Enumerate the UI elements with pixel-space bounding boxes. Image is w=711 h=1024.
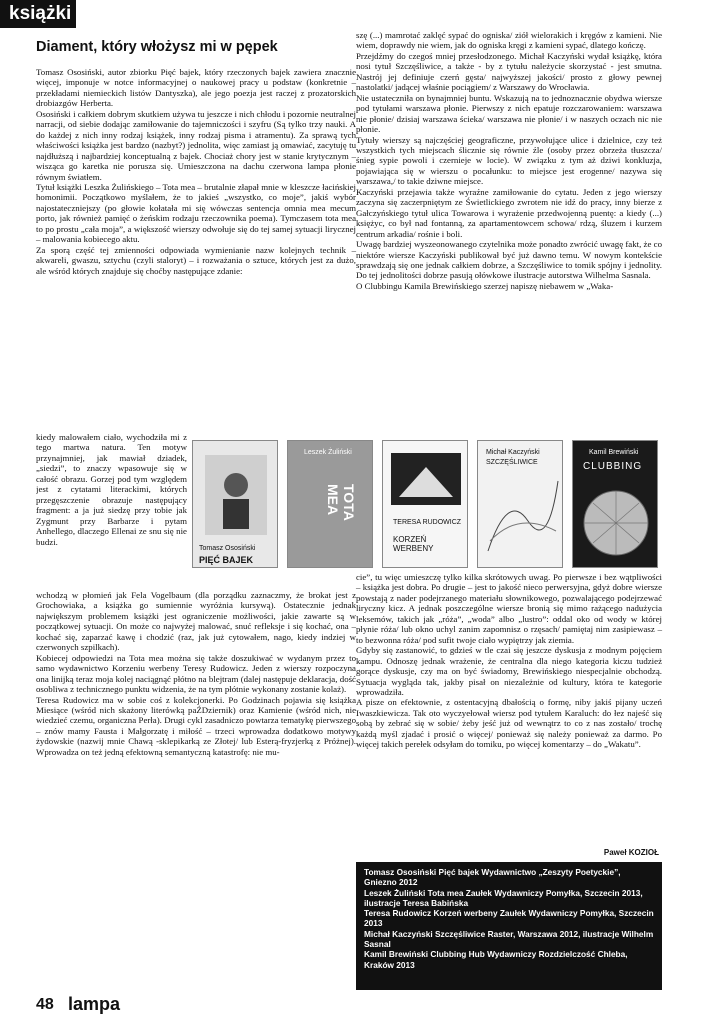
paragraph: cie”, tu więc umieszczę tylko kilka skrótowych uwag. Po pierwsze i bez wątpliwości – książka jest dobra. Po drugie – jest to jakość nieco perwersyjna, gdyż dobre wiersze powstają z nader podejrzanego materiału słownikowego, pozwalającego podejrzewać liryczny kicz. A jednak poszczególne wiersze bronią się mimo rażącego nadużycia leksemów, takich jak „róża”, „woda” albo „lustro”: oddal oko od wody w której płynie róża/ lub okno uchyl zanim zapomnisz o rzęsach/ pamiętaj nim zasipiewasz – to bezwonna róża/ pod sufit twoje ciało wypiętrzy jak ziemia. — [356, 572, 662, 645]
paragraph: Ososiński i całkiem dobrym skutkiem używa tu jeszcze i nich chłodu i pozornie neutralnej narracji, od siebie dodając zamiłowanie do tajemniczości i szyfru (Są tylko trzy nauki. A do każdej z nich inny rodzaj książek, inny rodzaj pisma i atramentu). Za sprawą tych właściwości książka jest bardzo (nazbyt?) jednolita, więc zamiast ją omawiać, zacytuję tu najdłuższą i najbardziej konceptualną z bajek. Chociaż chory jest w stanie krytycznym – wisząca go karetka nie porusza się. Umieszczona na dachu czerwona lampa płonie równym światłem. — [36, 108, 357, 182]
bibliography-entry: Kamil Brewiński Clubbing Hub Wydawniczy Rozdzielczość Chleba, Kraków 2013 — [364, 949, 628, 970]
paragraph: Kobiecej odpowiedzi na Tota mea można się także doszukiwać w wydanym przez to samo wydawnictwo Korzeniu werbeny Teresy Rudowicz. Jeden z wierszy rozpoczyna ona linijką teraz moja kolej naciągnąć płótno na blejtram (dalej następuje deklaracja, dość osobliwa z technicznego punktu widzenia, że na tym płótnie wykonany zostanie kolaż). — [36, 652, 356, 695]
cover-author: Leszek Żuliński — [304, 449, 352, 456]
paragraph: Gdyby się zastanowić, to gdzieś w tle czai się jeszcze dyskusja z modnym pojęciem kampu. Odnoszę jednak wrażenie, że centralna dla niego kategoria kiczu tudzież gorące dyskusje, czy ma on być świadomy, Brewińskiego niespecjalnie obchodzą. Sytuacja wygląda tak, jakby pisał on niezależnie od kultury, która te kategorie wprowadziła. — [356, 645, 662, 697]
paragraph: Uwagę bardziej wyszeonowanego czytelnika może ponadto zwrócić uwagę fakt, że co niektóre wiersze Kaczyński publikował być już dawno temu. W nowym kontekście sprawdzają się one jednak całkiem dobrze, a Szczęśliwice to tomik spójny i jednolity. Do tej jednolitości dobrze pasują ołówkowe ilustracje autorstwa Wilhelma Sasnala. — [356, 239, 662, 281]
cover-photo-icon — [193, 445, 278, 545]
section-label: książki — [0, 0, 76, 28]
bibliography-entry: Tomasz Ososiński Pięć bajek Wydawnictwo „Zeszyty Poetyckie”, Gniezno 2012 — [364, 867, 621, 888]
article-title: Diament, który włożysz mi w pępek — [36, 39, 278, 55]
paragraph: Za sporą część tej zmienności odpowiada wymienianie nazw kolejnych technik – akwareli, gwaszu, sztychu (czyli staloryt) – i rozważania o sztuce, których jest za dużo, ale wśród których znajduje się choćby następujące zdanie: — [36, 244, 356, 276]
left-column-bottom — [36, 590, 356, 757]
cover-korzen-werbeny — [382, 440, 468, 568]
cover-author: Kamil Brewiński — [589, 449, 639, 456]
paragraph: Przejdźmy do czegoś mniej przesłodzonego. Michał Kaczyński wydał książkę, która nosi tytuł Szczęśliwice, a także - by z tytułu należycie skorzystać - jest smutna. Nastrój jej definiuje czerń gęsta/ najwyższej jakości/ prosto z głowy pewnej nastolatki/ jadącej właśnie pociągiem/ z Warszawy do Wrocławia. — [356, 50, 662, 93]
right-column-bottom — [356, 572, 662, 750]
cover-title: TOTA MEA — [325, 484, 357, 521]
magazine-logo: lampa — [68, 994, 121, 1014]
cover-title: KORZEŃ WERBENY — [393, 535, 434, 553]
cover-clubbing — [572, 440, 658, 568]
cover-author: TERESA RUDOWICZ — [393, 519, 462, 526]
paragraph: Teresa Rudowicz ma w sobie coś z kolekcjonerki. Po Godzinach pojawia się książka Miesiące (wśród nich skażony literówką paŹDziernik) oraz Kamienie (wśród nich, nie wiedzieć czemu, organiczna Perła). Drugi cykl zasadniczo powtarza tematykę pierwszego – znów mamy Fausta i Małgorzatę i miłość – trzeci wprowadza dodatkowo motywy żydowskie (nazwij mnie Chawą -sklepikarką ze Złotej/ lub Esterą-fryzjerką z Próżnej). Wprowadza on też jedną efektowną semantyczną katastrofę: nie mu- — [36, 694, 356, 757]
paragraph: O Clubbingu Kamila Brewińskiego szerzej napiszę niebawem w „Waka- — [356, 280, 614, 291]
left-column-top — [36, 67, 356, 276]
paragraph: A pisze on efektownie, z ostentacyjną dbałością o formę, niby jakiś pijany uczeń Iwaszkiewicza. Tak oto wyczyełował wiersz pod tytułem Karaluch: do łez najeść się sobą by zebrać się w sobie/ żeby jeść już od wewnątrz to co z nas zostało/ trochę każdą myśl zjadać i prosić o więcej/ ponieważ się należy ponieważ za darmo. Po więcej takich perełek odsyłam do tomiku, po więcej komentarzy – do „Wakatu”. — [356, 697, 662, 750]
paragraph: Nie ustateczniła on bynajmniej buntu. Wskazują na to jednoznacznie obydwa wiersze pod tytułami warszawa płonie. Pierwszy z nich epatuje rozczarowaniem: warszawa nie płonie/ dzisiaj warszawa ścieka/ warszawa nie płonie/ i w naszych oczach nic nie płonie. — [356, 92, 662, 135]
bibliography-entry: Michał Kaczyński Szczęśliwice Raster, Warszawa 2012, ilustracje Wilhelm Sasnal — [364, 928, 654, 950]
paragraph: Tomasz Ososiński, autor zbiorku Pięć bajek, który rzeczonych bajek zawiera znacznie więcej, imponuje w notce informacyjnej o naukowej pracy u podstaw (konkretnie – przekładami niemieckich listów Dantyszka), ale jego poezja jest raczej z prozatorskich drobiazgów Herberta. — [36, 67, 356, 109]
paragraph: Tytuł książki Leszka Żulińskiego – Tota mea – brutalnie złapał mnie w kleszcze łacińskiej homonimii. Początkowo myślałem, że to jakieś „wszystko, co moje”, jakiś wybór najostateczniejszy (po głowie kołatała mi się wówczas sentencja omnia mea mecum porto, jak również pamięć o żeńskim rodzaju rzeczownika poema). Tymczasem tota mea to po prostu „cała moja”, a większość wierszy odwołuje się do tej samej sytuacji lirycznej – malowania kobiecego aktu. — [36, 181, 356, 245]
cover-piec-bajek — [192, 440, 278, 568]
cover-tota-mea — [287, 440, 373, 568]
cover-title: SZCZĘŚLIWICE — [486, 459, 538, 466]
cover-drawing-icon — [478, 471, 563, 561]
bibliography-entry: Teresa Rudowicz Korzeń werbeny Zaułek Wydawniczy Pomyłka, Szczecin 2013 — [364, 908, 654, 929]
page-number: 48 — [36, 996, 54, 1013]
paragraph: Tytuły wierszy są najczęściej geograficzne, przywołujące ulice i dzielnice, czy też wszystkich tych miejscach ślicznie się równie źle (osoby przez obrzeża tłuszcza/ śnieg sypie powoli i czernieje w locie). W związku z tym aż dziwi konkluzja, pojawiająca się w wierszu o pocałunku: to miejsce jest erogenne/ nazywa się warszawa,/ to takie dziwne miejsce. — [356, 134, 662, 187]
paragraph: szę (...) mamrotać zaklęć sypać do ogniska/ ziół wielorakich i kręgów z kamieni. Nie wiem, doprawdy nie wiem, jak do ogniska kręgi z kamieni sypać, dlatego kończę. — [356, 30, 662, 51]
cover-author: Michał Kaczyński — [486, 449, 540, 456]
bibliography-entry: Leszek Żuliński Tota mea Zaułek Wydawniczy Pomyłka, Szczecin 2013, ilustracje Teresa Babińska — [364, 887, 643, 908]
author-signature: Paweł KOZIOŁ — [603, 848, 659, 857]
cover-title: PIĘĆ BAJEK — [199, 555, 254, 565]
cover-image-icon — [383, 447, 468, 517]
paragraph: Kaczyński przejawia także wyraźne zamiłowanie do cytatu. Jeden z jego wierszy zaczyna się zaczerpniętym ze Świetlickiego zwrotem nie idź do pracy, inny bierze z Gałczyńskiego tytuł ulica Towarowa i wyrażenie przedwojenną puentę: a kiedy (...) księżyc, co był nad fontanną, za apartamentowcem schowa/ rdzą, śluzem i kurzem centrum arkadia/ rośnie i boli. — [356, 186, 662, 239]
right-column-top — [356, 30, 662, 291]
disco-ball-icon — [573, 483, 658, 563]
bibliography-box — [356, 862, 662, 990]
book-covers — [192, 430, 666, 580]
wrapped-text: kiedy malowałem ciało, wychodziła mi z tego martwa natura. Ten motyw przynajmniej, jak mawiał dziadek, „siedzi”, to znaczy wpasowuje się w całość obrazu. Gorzej pod tym względem jest z cytatami literackimi, których przegęszczenie obrazuje następujący fragment: a ja już siedzę przy tobie jak Zygmunt przy Barbarze i pytam Anhellego, dlaczego Ellenai ze snu się nie budzi. — [36, 432, 187, 547]
cover-szczesliwice — [477, 440, 563, 568]
cover-title: CLUBBING — [583, 461, 643, 472]
cover-author: Tomasz Ososiński — [199, 545, 256, 552]
paragraph: wchodzą w płomień jak Fela Vogelbaum (dla porządku zaznaczmy, że brokat jest z Grochowiaka, a książka go sumiennie wyróżnia kursywą). Ostatecznie jednak największym problemem książki jest ograniczenie możliwości, jakie zawarte są w początkowej sytuacji. On może co najwyżej malować, snuć refleksje i się kochać, ona – kochać się, zaparzać kawę i chodzić (raz, jak już cytowałem, nago, kiedy indziej w czerwonych szpilkach). — [36, 590, 356, 653]
